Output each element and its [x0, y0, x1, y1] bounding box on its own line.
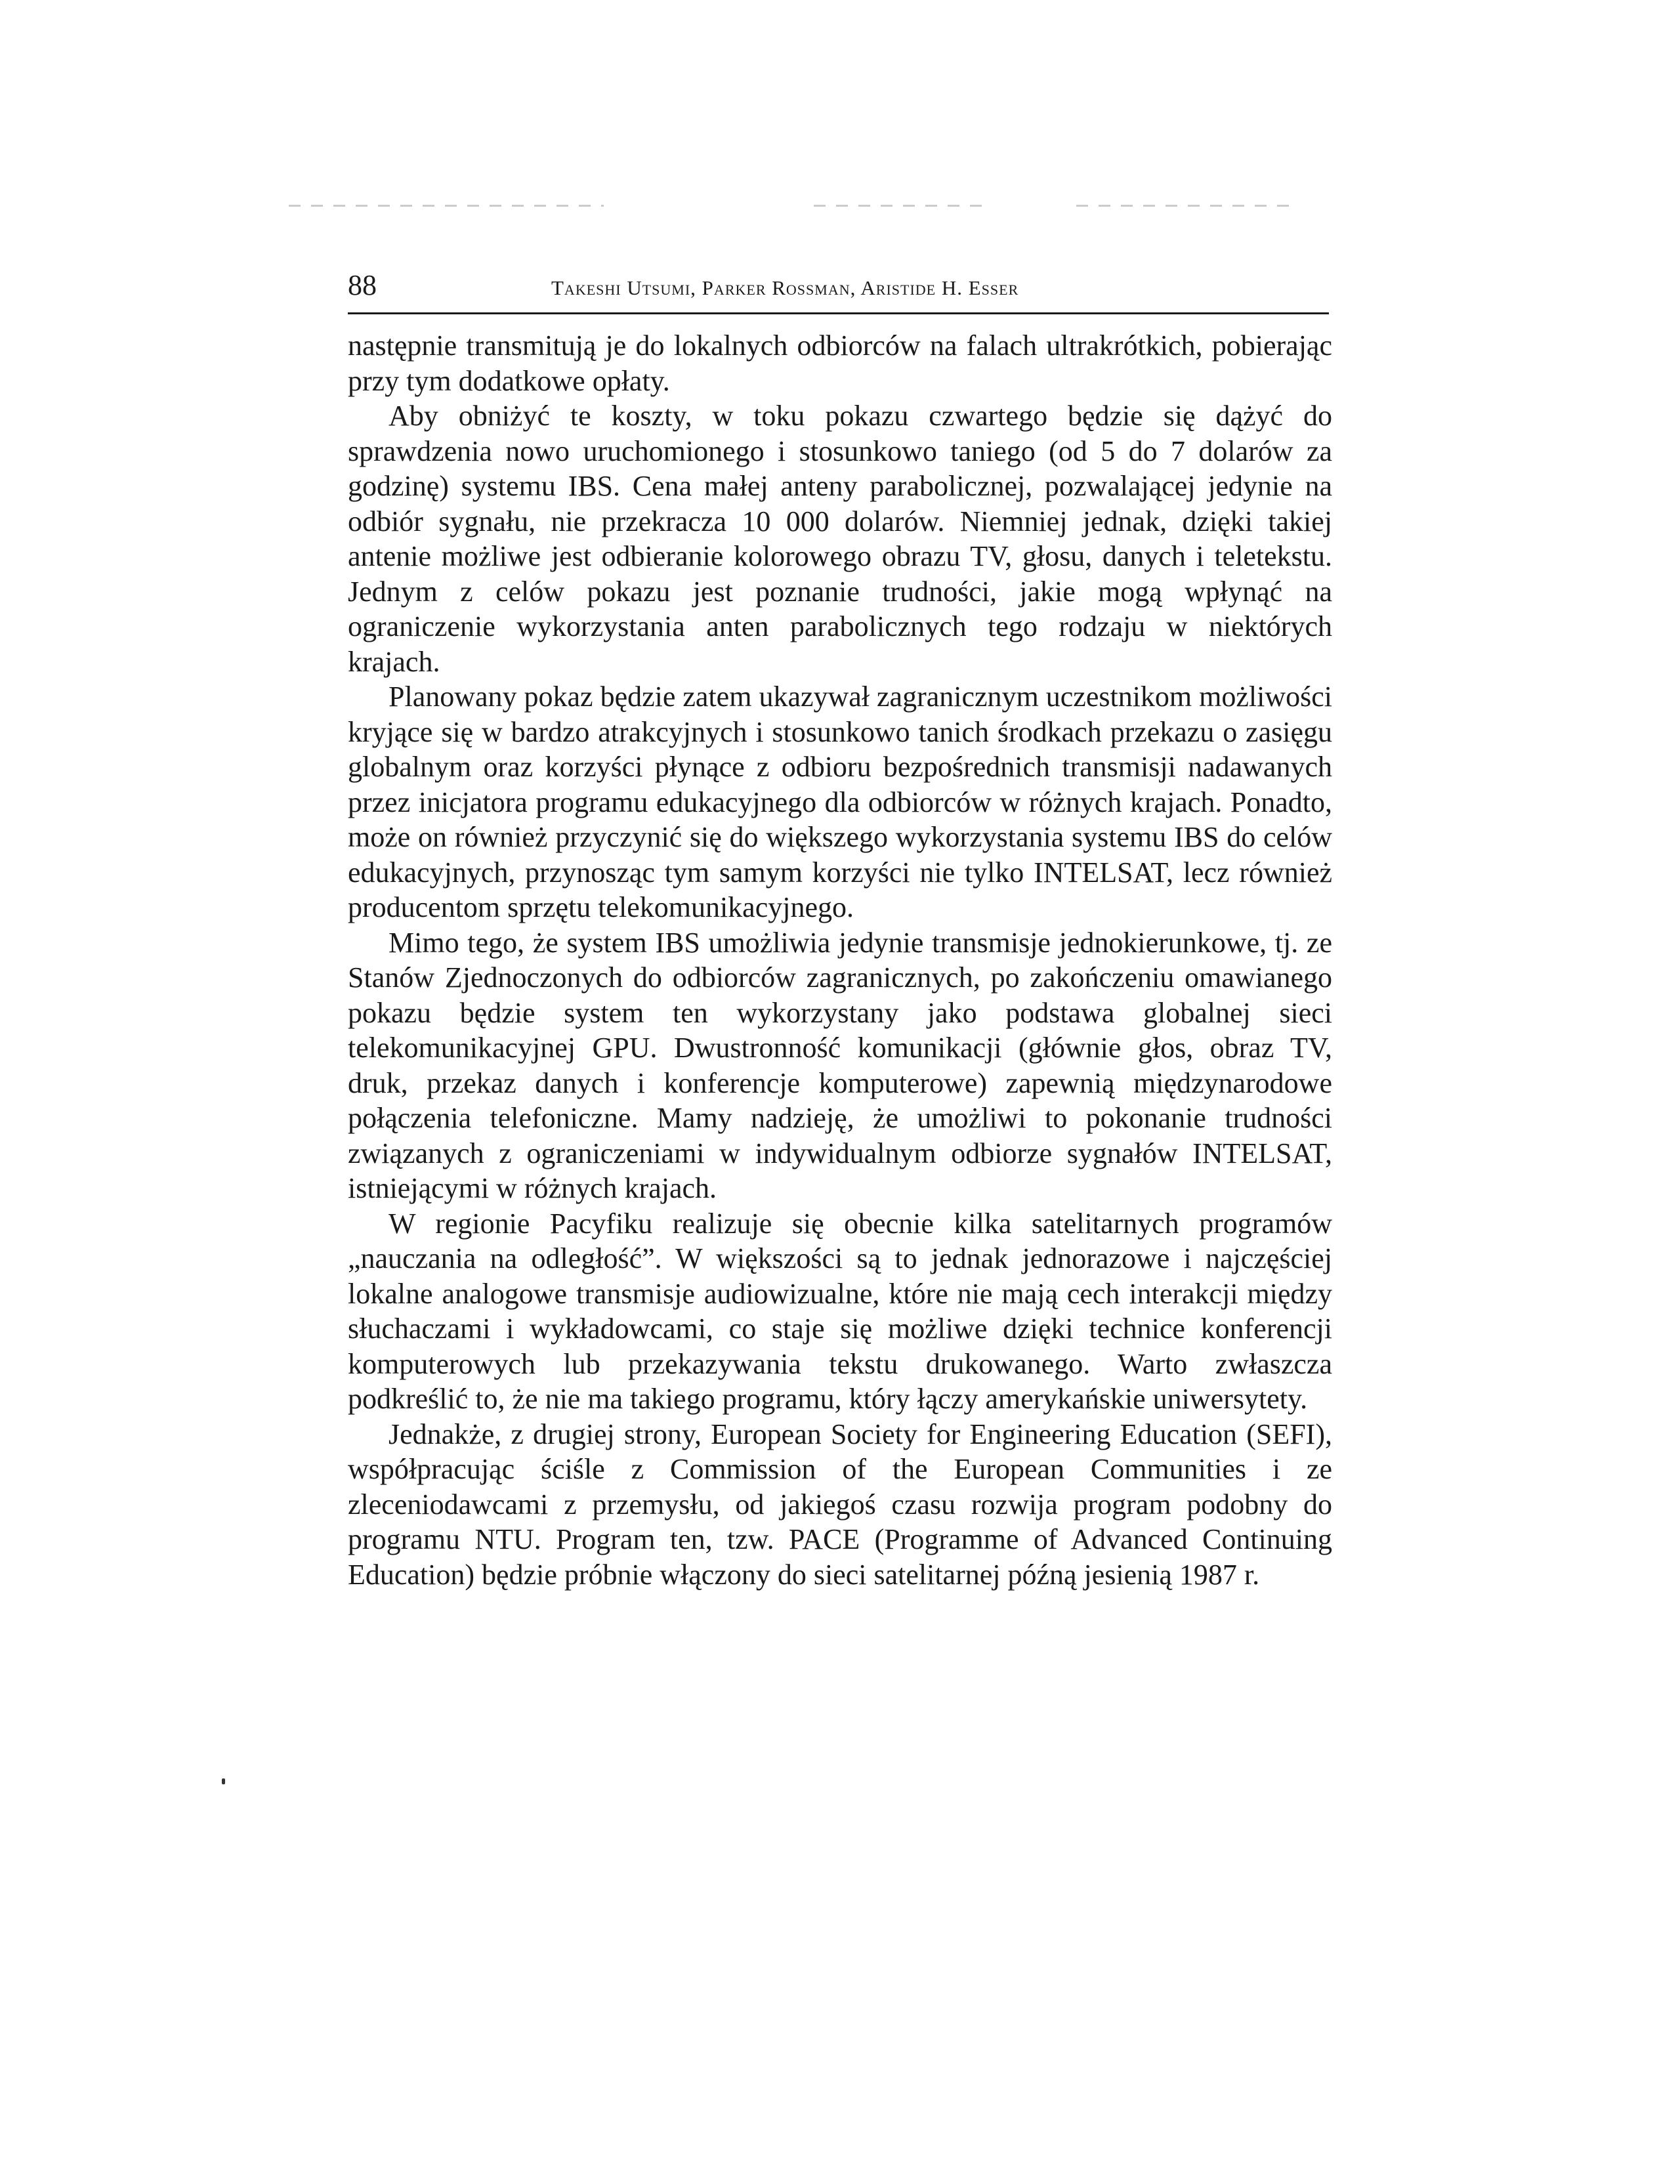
paragraph: W regionie Pacyfiku realizuje się obecnie kilka satelitarnych programów „nauczania na odległość”. W większości są to jednak jednorazowe i najczęściej lokalne analogowe transmisje audiowizualne, które nie mają cech interakcji między słuchaczami i wykładowcami, co staje się możliwe dzięki technice konferencji komputerowych lub przekazywania tekstu drukowanego. Warto zwłaszcza podkreślić to, że nie ma takiego programu, który łączy amerykańskie uniwersytety.	[348, 1207, 1332, 1415]
paragraph: Mimo tego, że system IBS umożliwia jedynie transmisje jednokierunkowe, tj. ze Stanów Zjednoczonych do odbiorców zagranicznych, po zakończeniu omawianego pokazu będzie system ten wykorzystany jako podstawa globalnej sieci telekomunikacyjnej GPU. Dwustronność komunikacji (głównie głos, obraz TV, druk, przekaz danych i konferencje komputerowe) zapewnią międzynarodowe połączenia telefoniczne. Mamy nadzieję, że umożliwi to pokonanie trudności związanych z ograniczeniami w indywidualnym odbiorze sygnałów INTELSAT, istniejącymi w różnych krajach.	[348, 926, 1332, 1204]
body-text	[348, 328, 1332, 1592]
scan-artifact-line	[814, 205, 984, 207]
paragraph: Planowany pokaz będzie zatem ukazywał zagranicznym uczestnikom możliwości kryjące się w bardzo atrakcyjnych i stosunkowo tanich środkach przekazu o zasięgu globalnym oraz korzyści płynące z odbioru bezpośrednich transmisji nadawanych przez inicjatora programu edukacyjnego dla odbiorców w różnych krajach. Ponadto, może on również przyczynić się do większego wykorzystania systemu IBS do celów edukacyjnych, przynosząc tym samym korzyści nie tylko INTELSAT, lecz również producentom sprzętu telekomunikacyjnego.	[348, 681, 1333, 923]
paragraph: następnie transmitują je do lokalnych odbiorców na falach ultrakrótkich, pobierając przy tym dodatkowe opłaty.	[348, 329, 1332, 397]
paragraph: Aby obniżyć te koszty, w toku pokazu czwartego będzie się dążyć do sprawdzenia nowo uruchomionego i stosunkowo taniego (od 5 do 7 dolarów za godzinę) systemu IBS. Cena małej anteny parabolicznej, pozwalającej jedynie na odbiór sygnału, nie przekracza 10 000 dolarów. Niemniej jednak, dzięki takiej antenie możliwe jest odbieranie kolorowego obrazu TV, głosu, danych i teletekstu. Jednym z celów pokazu jest poznanie trudności, jakie mogą wpłynąć na ograniczenie wykorzystania anten parabolicznych tego rodzaju w niektórych krajach.	[348, 400, 1332, 678]
paragraph: Jednakże, z drugiej strony, European Society for Engineering Education (SEFI), współpracując ściśle z Commission of the European Communities i ze zleceniodawcami z przemysłu, od jakiegoś czasu rozwija program podobny do programu NTU. Program ten, tzw. PACE (Programme of Advanced Continuing Education) będzie próbnie włączony do sieci satelitarnej późną jesienią 1987 r.	[348, 1418, 1332, 1591]
scan-artifact-line	[1076, 205, 1299, 207]
page-header	[348, 266, 1332, 312]
page-number: 88	[348, 269, 377, 301]
scan-artifact-line	[289, 205, 604, 207]
running-head-authors: Takeshi Utsumi, Parker Rossman, Aristide H. Esser	[551, 276, 1019, 299]
header-rule	[348, 312, 1329, 314]
scan-speck	[222, 1778, 225, 1784]
